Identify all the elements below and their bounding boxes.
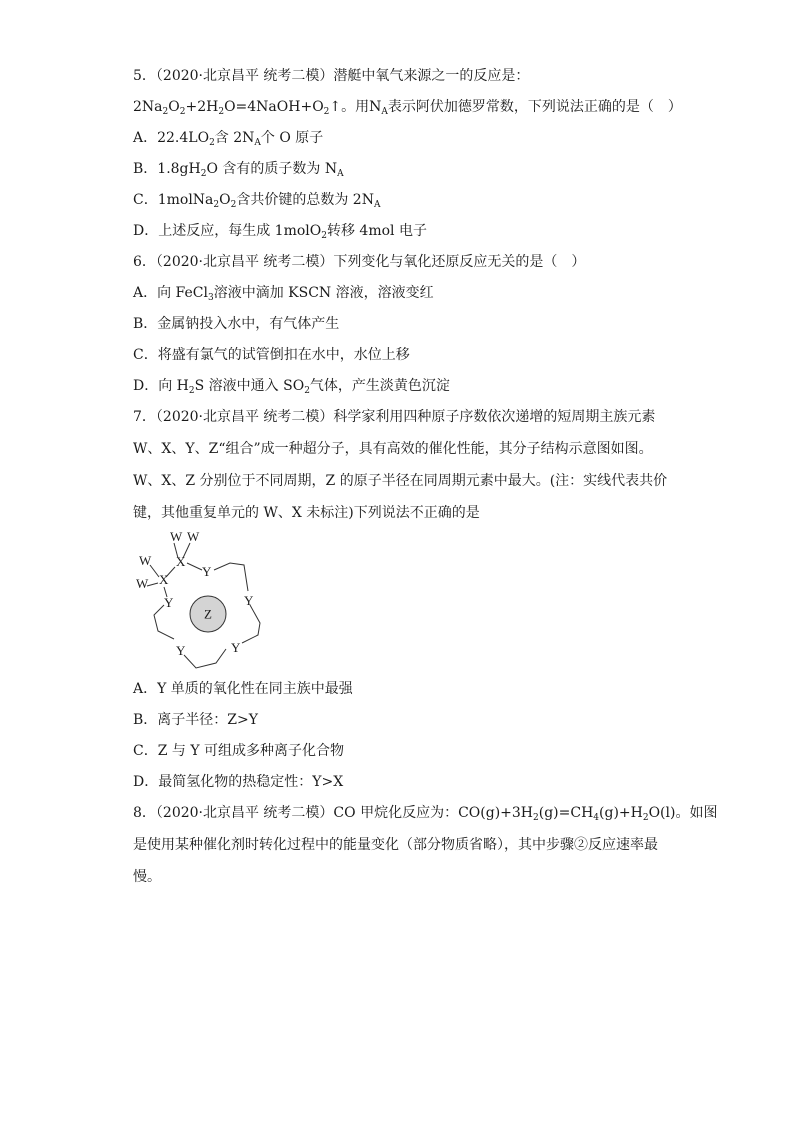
q6-option-b: B．金属钠投入水中，有气体产生 xyxy=(133,316,340,332)
q7-stem-line2: W、X、Y、Z“组合”成一种超分子，具有高效的催化性能，其分子结构示意图如图。 xyxy=(133,441,653,457)
q7-stem-line4: 键，其他重复单元的 W、X 未标注)下列说法不正确的是 xyxy=(133,505,480,521)
q8-stem-line2: 是使用某种催化剂时转化过程中的能量变化（部分物质省略），其中步骤②反应速率最 xyxy=(133,837,658,853)
q7-option-d: D．最简氢化物的热稳定性：Y>X xyxy=(133,774,344,790)
q7-option-a: A．Y 单质的氧化性在同主族中最强 xyxy=(133,681,353,697)
q6-option-a: A．向 FeCl$_3$溶液中滴加 KSCN 溶液，溶液变红 xyxy=(133,285,434,303)
q5-option-d: D．上述反应，每生成 1molO$_2$转移 4mol 电子 xyxy=(133,223,427,241)
w-label-2: W xyxy=(187,529,200,544)
q7-option-b: B．离子半径：Z>Y xyxy=(133,712,258,728)
q6-stem: 6．（2020·北京昌平 统考二模）下列变化与氧化还原反应无关的是（ ） xyxy=(133,254,586,270)
q8-stem-line1: 8．（2020·北京昌平 统考二模）CO 甲烷化反应为：$CO(g)+3H_2(g)=CH_4(g)+H_2O(l)$。如图 xyxy=(133,805,718,823)
q5-option-b: B．$1.8gH_2O$ 含有的质子数为 $N_A$ xyxy=(133,161,344,179)
x-label-1: X xyxy=(176,554,186,569)
q8-stem-line3: 慢。 xyxy=(133,869,161,885)
q6-option-d: D．向 $H_2S$ 溶液中通入 $SO_2$气体，产生淡黄色沉淀 xyxy=(133,378,450,396)
y-label-2: Y xyxy=(164,595,174,610)
q5-stem: 5．（2020·北京昌平 统考二模）潜艇中氧气来源之一的反应是： xyxy=(133,68,530,84)
q5-option-c: C．$1molNa_2O_2$含共价键的总数为 $2N_A$ xyxy=(133,192,381,210)
q7-option-c: C．Z 与 Y 可组成多种离子化合物 xyxy=(133,743,345,759)
q5-option-a: A．$22.4LO_2$含 $2N_A$个 O 原子 xyxy=(133,130,324,148)
q5-equation: $2Na_2O_2+2H_2O=4NaOH+O_2↑$。用$N_A$表示阿伏加德罗常数，下列说法正确的是（ ） xyxy=(133,99,682,117)
q7-stem-line1: 7．（2020·北京昌平 统考二模）科学家利用四种原子序数依次递增的短周期主族元素 xyxy=(133,409,656,425)
x-label-2: X xyxy=(159,572,169,587)
y-label-1: Y xyxy=(202,564,212,579)
w-label-3: W xyxy=(139,553,152,568)
w-label-4: W xyxy=(136,576,149,591)
q6-option-c: C．将盛有氯气的试管倒扣在水中，水位上移 xyxy=(133,347,410,363)
z-atom-label: Z xyxy=(204,606,212,622)
y-label-4: Y xyxy=(231,640,241,655)
supramolecule-diagram xyxy=(130,525,290,675)
q7-stem-line3: W、X、Z 分别位于不同周期，Z 的原子半径在同周期元素中最大。(注：实线代表共价 xyxy=(133,473,668,489)
w-label-1: W xyxy=(170,529,183,544)
y-label-3: Y xyxy=(244,593,254,608)
y-label-5: Y xyxy=(176,643,186,658)
